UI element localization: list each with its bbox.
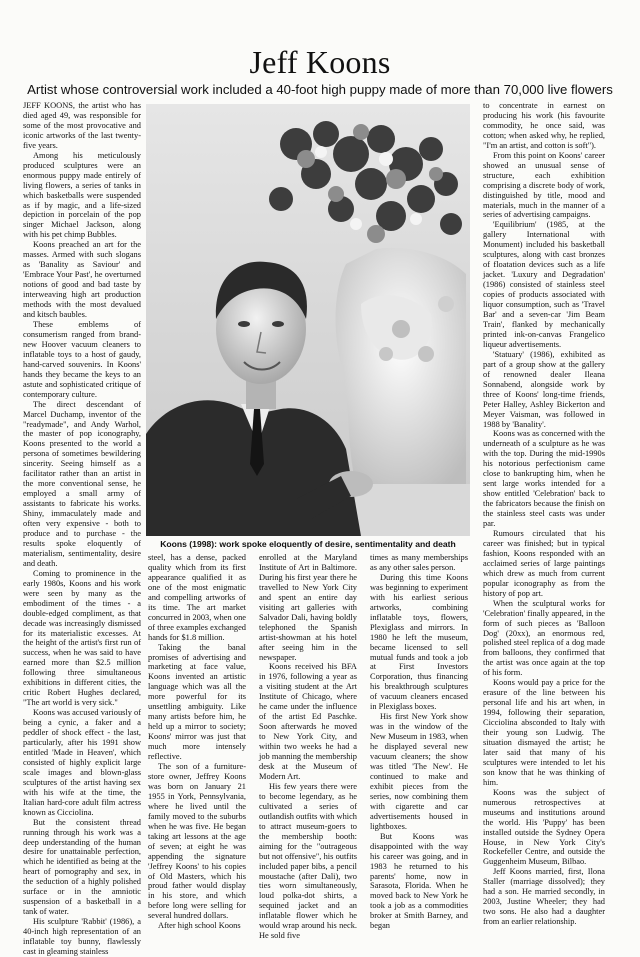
paragraph: His few years there were to become legendary, as he cultivated a series of outlandish outfits with which to attract museum-goers to the membership booth: aiming for the "outrageous but not offensive", his outfits included paper bibs, a pencil moustache (after Dali), two ties worn simultaneously, loud polka-dot shirts, a sequined jacket and an inflatable flower which he would wrap around his neck. He sold five [259, 781, 357, 941]
paragraph: Jeff Koons married, first, Ilona Staller (marriage dissolved); they had a son. He married secondly, in 2003, Justine Wheeler; they had two sons. He also had a daughter from an earlier relationship. [483, 867, 605, 927]
paragraph: steel, has a dense, packed quality which from its first appearance qualified it as one of the most enigmatic and compelling artworks of its time. The art market concurred in 2003, when one of three examples exchanged hands for $1.8 million. [148, 553, 246, 642]
paragraph: But the consistent thread running through his work was a deep understanding of the human desire for unattainable perfection, which he identified as being at the heart of pornography and sex, in the seduction of a highly polished surface or in the amniotic suspension of a basketball in a tank of water. [23, 817, 141, 917]
paragraph: times as many memberships as any other sales person. [370, 553, 468, 572]
photo-caption: Koons (1998): work spoke eloquently of desire, sentimentality and death [160, 539, 456, 549]
paragraph: Koons was as concerned with the underneath of a sculpture as he was with the top. During the mid-1990s his notorious perfectionism came close to bankrupting him, when he sent large works intended for a show entitled 'Celebration' back to the fabricators because the finish on the stainless steel casts was under par. [483, 429, 605, 529]
paragraph: to concentrate in earnest on producing his work (his favourite commodity, he once said, was cotton; when asked why, he replied, "I'm an artist, and cotton is soft"). [483, 101, 605, 150]
paragraph: Koons was the subject of numerous retrospectives at museums and institutions around the world. His 'Puppy' has been installed outside the Sydney Opera House, in New York City's Rockefeller Centre, and outside the Guggenheim Museum, Bilbao. [483, 787, 605, 867]
paragraph: 'Statuary' (1986), exhibited as part of a group show at the gallery of renowned dealer Ileana Sonnabend, alongside work by three of Koons' long-time friends, Peter Halley, Ashley Bickerton and Meyer Vaisman, was followed in 1988 by 'Banality'. [483, 349, 605, 429]
paragraph: When the sculptural works for 'Celebration' finally appeared, in the form of such pieces as 'Balloon Dog' (20xx), an enormous red, polished steel replica of a dog made from balloons, they confirmed that the artist was once again at the top of his form. [483, 598, 605, 678]
paragraph: Coming to prominence in the early 1980s, Koons and his work were seen by many as the embodiment of the times - a double-edged compliment, as that decade was increasingly dismissed for its materialistic excesses. At the height of the artist's first run of success, when he was said to have earned more than $2.5 million following three simultaneous exhibitions in different cities, the critic Robert Hughes declared, "The art world is very sick." [23, 568, 141, 708]
paragraph: Rumours circulated that his career was finished; but in typical fashion, Koons responded with an acclaimed series of large paintings which drew as much from current popular iconography as from the history of pop art. [483, 528, 605, 598]
paragraph: Koons received his BFA in 1976, following a year as a visiting student at the Art Institute of Chicago, where he came under the influence of the artist Ed Paschke. Soon afterwards he moved to New York City, and within two weeks he had a job manning the membership desk at the Museum of Modern Art. [259, 662, 357, 781]
column-4 [370, 553, 468, 931]
paragraph: From this point on Koons' career showed an unusual sense of structure, each exhibition comprising a discrete body of work, distinguished by title, mood and materials, much in the manner of a series of advertising campaigns. [483, 150, 605, 220]
paragraph: But Koons was disappointed with the way his career was going, and in 1983 he returned to his parents' home, now in Sarasota, Florida. When he moved back to New York he took a job as a commodities broker at Smith Barney, and began [370, 831, 468, 931]
paragraph: Among his meticulously produced sculptures were an enormous puppy made entirely of living flowers, a series of tanks in which basketballs were suspended as if by magic, and a life-sized depiction in porcelain of the pop singer Michael Jackson, along with his pet chimp Bubbles. [23, 150, 141, 240]
paragraph: Koons would pay a price for the erasure of the line between his personal life and his art when, in 1994, following their separation, Cicciolina absconded to Italy with their young son Ludwig. The situation dismayed the artist; he later said that many of his sculptures were intended to let his son know that he was thinking of him. [483, 678, 605, 787]
paragraph: His first New York show was in the window of the New Museum in 1983, when he displayed several new vacuum cleaners; the show was titled 'The New'. He continued to make and exhibit pieces from the series, now combining them with cigarette and car advertisements housed in lightboxes. [370, 712, 468, 831]
paragraph: enrolled at the Maryland Institute of Art in Baltimore. During his first year there he travelled to New York City and spent an entire day visiting art galleries with Salvador Dali, having boldly telephoned the Spanish artist-showman at his hotel after seeing him in the newspaper. [259, 553, 357, 662]
paragraph: After high school Koons [158, 921, 241, 931]
article-subtitle: Artist whose controversial work included a 40-foot high puppy made of more than 70,000 live flowers [27, 82, 613, 97]
column-3 [259, 553, 357, 941]
paragraph: The direct descendant of Marcel Duchamp, inventor of the "readymade", and Andy Warhol, the master of pop iconography, Koons presented to the world a persona of sometimes bewildering sincerity. Seeing himself as a facilitator rather than an artist in the more conventional sense, he employed a small army of assistants to fabricate his works. Shiny, immaculately made and often very expensive - both to produce and to purchase - the results spoke eloquently of materialism, sentimentality, desire and death. [23, 399, 141, 568]
portrait-photo [146, 104, 470, 536]
column-5 [483, 101, 605, 927]
paragraph: Koons preached an art for the masses. Armed with such slogans as 'Banality as Saviour' and 'Embrace Your Past', he overturned notions of good and bad taste by interweaving high art production methods with the most devalued and kitsch baubles. [23, 240, 141, 320]
paragraph: Koons was accused variously of being a cynic, a faker and a peddler of shock effect - the last, particularly, after his 1991 show entitled 'Made in Heaven', which consisted of highly explicit large scale images and blown-glass sculptures of the artist having sex with his wife at the time, the Italian hard-core adult film actress known as Cicciolina. [23, 708, 141, 817]
column-1 [23, 101, 141, 957]
paragraph: Taking the banal promises of advertising and marketing at face value, Koons invented an artistic language which was all the more powerful for its unsettling ambiguity. Like many artists before him, he held up a mirror to society; Koons' mirror was just that much more intensely reflective. [148, 642, 246, 762]
paragraph: The son of a furniture-store owner, Jeffrey Koons was born on January 21 1955 in York, Pennsylvania, where he lived until the family moved to the suburbs when he was five. He began taking art lessons at the age of seven; at eight he was appending the signature 'Jeffrey Koons' to his copies of Old Masters, which his proud father would display in his store, and which before long were selling for several hundred dollars. [148, 762, 246, 921]
paragraph: These emblems of consumerism ranged from brand-new Hoover vacuum cleaners to inflatable toys to a host of gaudy, hand-carved souvenirs. In Koons' hands they became the keys to an astute and sophisticated critique of contemporary culture. [23, 319, 141, 399]
article-title: Jeff Koons [249, 44, 391, 80]
paragraph: His sculpture 'Rabbit' (1986), a 40-inch high representation of an inflatable toy bunny, flawlessly cast in gleaming stainless [23, 917, 141, 957]
paragraph: 'Equilibrium' (1985, at the gallery International with Monument) included his basketball sculptures, along with cast bronzes of floatation devices such as a life jacket. 'Luxury and Degradation' (1986) consisted of stainless steel copies of products associated with liquor consumption, such as 'Travel Bar' and a seven-car 'Jim Beam Train', flanked by mechanically printed ink-on-canvas Frangelico liqueur advertisements. [483, 220, 605, 349]
paragraph: JEFF KOONS, the artist who has died aged 49, was responsible for some of the most provocative and iconic artworks of the last twenty-five years. [23, 101, 141, 150]
paragraph: During this time Koons was beginning to experiment with his earliest serious artworks, combining inflatable toys, flowers, Plexiglass and mirrors. In 1980 he left the museum, became licensed to sell mutual funds and took a job at First Investors Corporation, thus financing his breakthrough sculptures of vacuum cleaners encased in Plexiglass boxes. [370, 572, 468, 712]
column-2 [148, 553, 246, 931]
portrait-illustration [146, 104, 470, 536]
